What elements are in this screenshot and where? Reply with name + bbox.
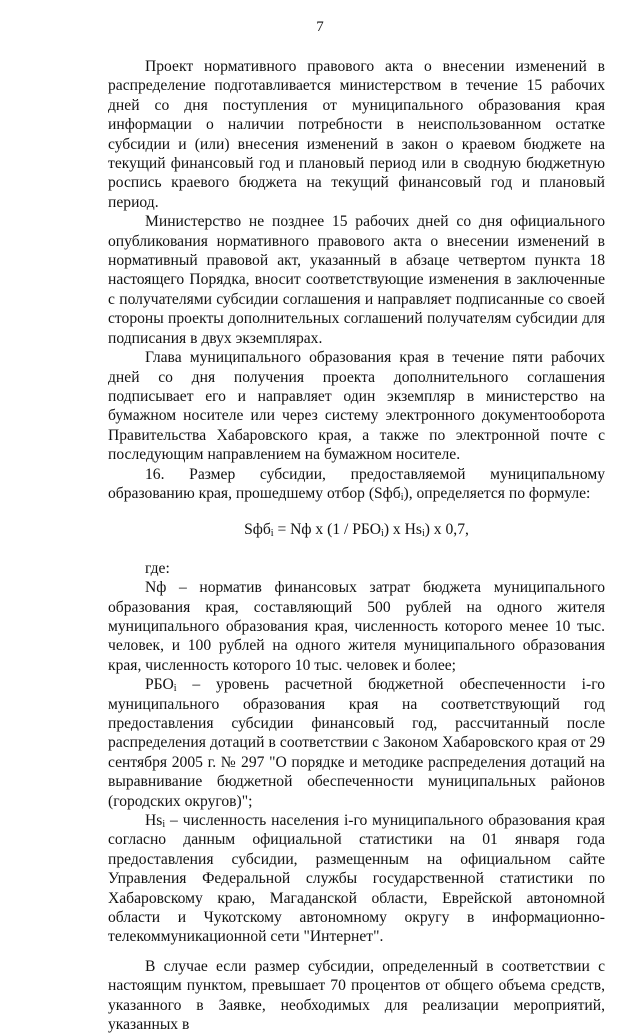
hs-symbol: Hs — [145, 812, 163, 830]
rbo-text: – уровень расчетной бюджетной обеспеченности i-го муниципального образования края на соответствующий год предоставления субсидии финансовый год, рассчитанный после распределения дотаций в соответствии с Законом Хабаровского края от 29 сентября 2005 г. № 297 "О порядке и методике распределения дотаций на выравнивание бюджетной обеспеченности муниципальных районов (городских округов)"; — [108, 676, 605, 810]
subsidy-size-text: 16. Размер субсидии, предоставляемой муниципальному образованию края, прошедшему отбор (Sфб — [108, 465, 605, 502]
paragraph-where: где: — [145, 559, 170, 577]
subsidy-formula — [108, 520, 605, 539]
subscript: i — [381, 528, 384, 540]
document-body — [108, 57, 605, 1035]
subsidy-size-text-end: ), определяется по формуле: — [403, 484, 591, 502]
hs-text: – численность населения i-го муниципального образования края согласно данным официальной статистики на 01 января года предоставления субсидии, размещенным на официальном сайте Управления Федеральной службы государственной статистики по Хабаровскому краю, Магаданской области, Еврейской автономной области и Чукотскому автономному округу в информационно-телекоммуникационной сети "Интернет". — [108, 812, 605, 946]
formula-part: = Nф x (1 / РБО — [273, 521, 382, 539]
subscript: i — [162, 819, 166, 831]
subscript: i — [421, 528, 425, 540]
formula-part: ) x 0,7, — [424, 521, 469, 539]
subscript: i — [270, 528, 274, 540]
paragraph-head-of-municipality: Глава муниципального образования края в течение пяти рабочих дней со дня получения проекта дополнительного соглашения подписывает его и направляет один экземпляр в министерство на бумажном носителе или через систему электронного документооборота Правительства Хабаровского края, а также по электронной почте с последующим направлением на бумажном носителе. — [108, 349, 605, 464]
subscript: i — [173, 683, 177, 695]
subscript: i — [400, 491, 404, 503]
paragraph-draft-act: Проект нормативного правового акта о внесении изменений в распределение подготавливается министерством в течение 15 рабочих дней со дня поступления от муниципального образования края информации о наличии потребности в неиспользованном остатке субсидии и (или) внесения изменений в закон о краевом бюджете на текущий финансовый год и плановый период или в сводную бюджетную роспись краевого бюджета на текущий финансовый год и плановый период. — [108, 58, 605, 211]
paragraph-subsidy-limit: В случае если размер субсидии, определенный в соответствии с настоящим пунктом, превышает 70 процентов от общего объема средств, указанного в Заявке, необходимых для реализации мероприятий, указанных в — [108, 957, 605, 1034]
page-number: 7 — [316, 19, 324, 35]
paragraph-subsidy-size — [108, 465, 605, 504]
paragraph-ministry: Министерство не позднее 15 рабочих дней со дня официального опубликования нормативного правового акта о внесении изменений в нормативный правовой акт, указанный в абзаце четвертом пункта 18 настоящего Порядка, вносит соответствующие изменения в заключенные с получателями субсидии соглашения и направляет подписанные со своей стороны проекты дополнительных соглашений получателям субсидии для подписания в двух экземплярах. — [108, 213, 605, 347]
paragraph-hs-definition — [108, 811, 605, 947]
paragraph-nf-definition: Nф – норматив финансовых затрат бюджета муниципального образования края, составляющий 500 рублей на одного жителя муниципального образования края, численность которого менее 10 тыс. человек, и 100 рублей на одного жителя муниципального образования края, численность которого 10 тыс. человек и более; — [108, 579, 605, 674]
formula-part: ) x Hs — [383, 521, 422, 539]
rbo-symbol: РБО — [145, 676, 174, 694]
paragraph-rbo-definition — [108, 675, 605, 811]
formula-part: Sфб — [244, 521, 271, 539]
